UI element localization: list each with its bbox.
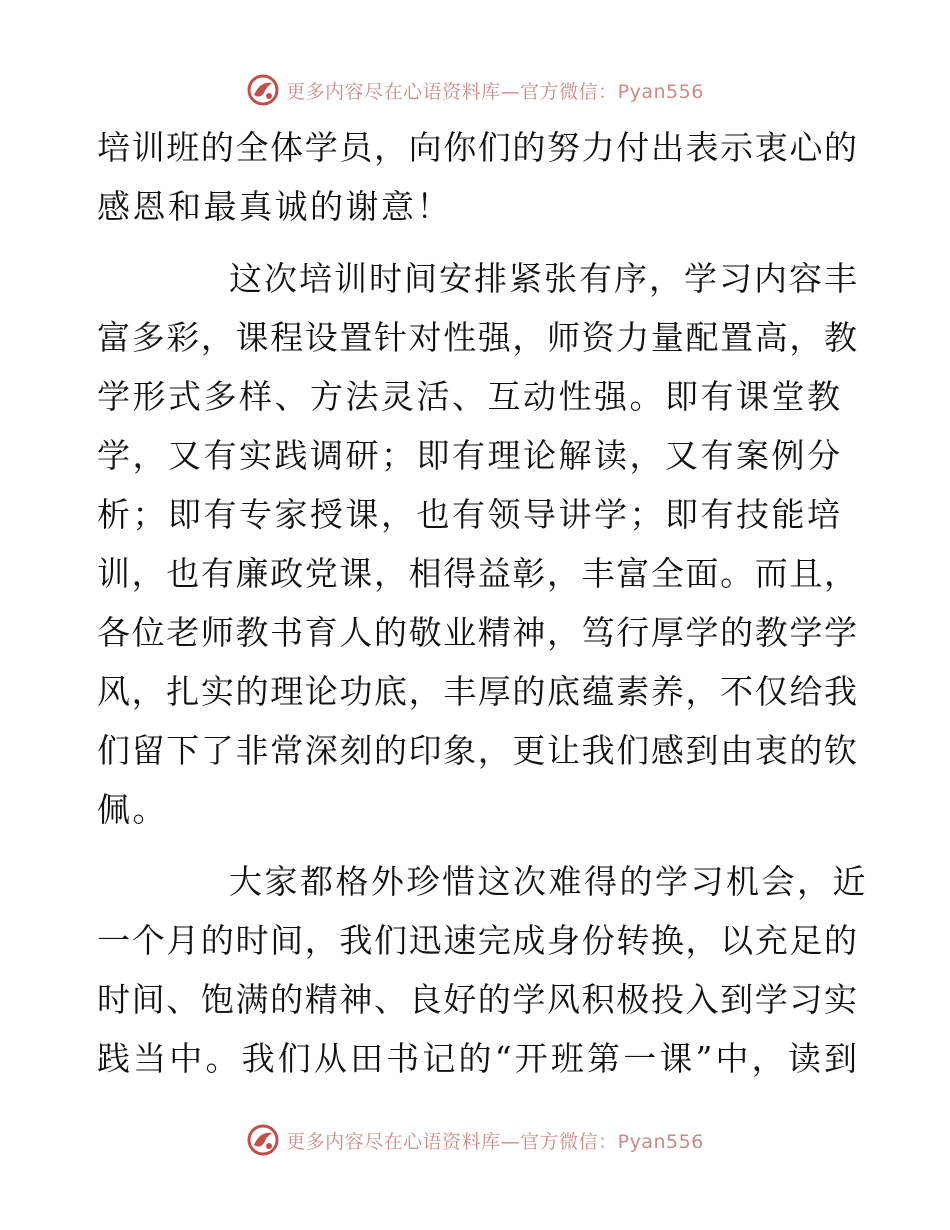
text-line: 这次培训时间安排紧张有序，学习内容丰 xyxy=(229,259,857,298)
text-line: 学，又有实践调研；即有理论解读，又有案例分 xyxy=(97,436,843,475)
text-line: 各位老师教书育人的敬业精神，笃行厚学的教学学 xyxy=(97,613,857,652)
text-line: 训，也有廉政党课，相得益彰，丰富全面。而且， xyxy=(97,554,857,593)
text-line: 学形式多样、方法灵活、互动性强。即有课堂教 xyxy=(97,377,843,416)
text-line: 时间、饱满的精神、良好的学风积极投入到学习实 xyxy=(97,980,857,1019)
text-line: 大家都格外珍惜这次难得的学习机会，近 xyxy=(229,862,868,901)
text-line: 们留下了非常深刻的印象，更让我们感到由衷的钦 xyxy=(97,731,857,770)
header-banner xyxy=(0,70,950,110)
text-line: 佩。 xyxy=(97,790,168,829)
paragraph-1 xyxy=(97,118,857,236)
document-body xyxy=(97,118,868,1088)
text-line: 践当中。我们从田书记的“开班第一课”中，读到 xyxy=(97,1039,857,1078)
header-banner-text: 更多内容尽在心语资料库—官方微信：Pyan556 xyxy=(286,80,704,103)
seal-icon xyxy=(246,1123,280,1157)
paragraph-3 xyxy=(97,852,868,1088)
text-line: 一个月的时间，我们迅速完成身份转换，以充足的 xyxy=(97,921,857,960)
text-line: 风，扎实的理论功底，丰厚的底蕴素养，不仅给我 xyxy=(97,672,857,711)
seal-icon xyxy=(246,73,280,107)
footer-banner xyxy=(0,1120,950,1160)
footer-banner-text: 更多内容尽在心语资料库—官方微信：Pyan556 xyxy=(286,1130,704,1153)
text-line: 富多彩，课程设置针对性强，师资力量配置高，教 xyxy=(97,318,857,357)
text-line: 析；即有专家授课，也有领导讲学；即有技能培 xyxy=(97,495,843,534)
text-line: 感恩和最真诚的谢意！ xyxy=(97,187,452,226)
paragraph-2 xyxy=(97,249,857,839)
text-line: 培训班的全体学员，向你们的努力付出表示衷心的 xyxy=(97,128,857,167)
